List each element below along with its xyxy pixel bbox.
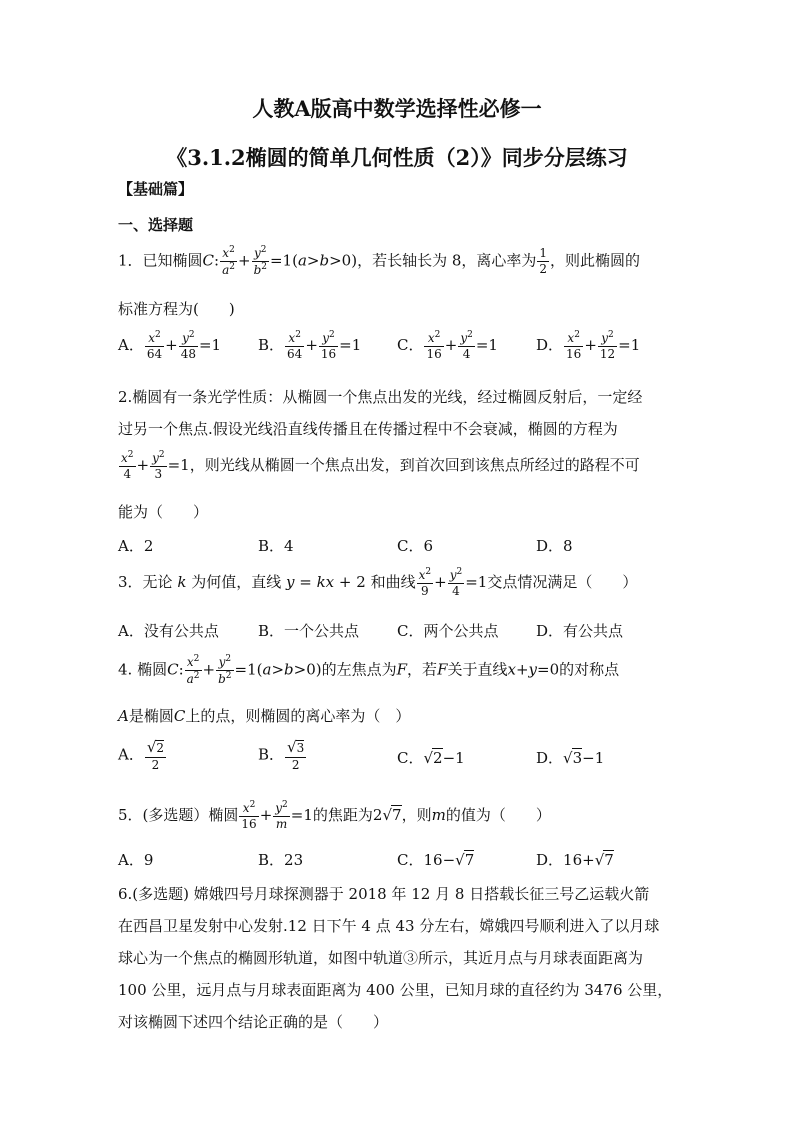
q1-frac-y: $\frac{y^2}{b^2}$ xyxy=(253,245,267,277)
q5-option-b[interactable]: B．23 xyxy=(258,851,304,869)
q4-option-a[interactable]: A． $\frac{√2}{2}$ xyxy=(118,738,165,772)
q2-frac-x: $\frac{x^2}{4}$ xyxy=(121,450,134,481)
q4-frac-y: $\frac{y^2}{b^2}$ xyxy=(218,654,232,686)
question-6-line-4: 100 公里，远月点与月球表面距离为 400 公里，已知月球的直径约为 3476 公里， xyxy=(118,981,673,999)
q4-option-c[interactable]: C．√2−1 xyxy=(397,749,465,767)
q1-option-b[interactable]: B． $\frac{x^2}{64}$ + $\frac{y^2}{16}$ =1 xyxy=(258,330,362,361)
q5-option-a[interactable]: A．9 xyxy=(118,851,154,869)
question-1-options xyxy=(118,330,678,370)
question-6-line-5: 对该椭圆下述四个结论正确的是（ ） xyxy=(118,1013,389,1031)
q3-option-b[interactable]: B．一个公共点 xyxy=(258,622,360,640)
q3-frac-y: $\frac{y^2}{4}$ xyxy=(449,567,463,598)
q4-option-b[interactable]: B． $\frac{√3}{2}$ xyxy=(258,738,305,772)
q3-frac-x: $\frac{x^2}{9}$ xyxy=(418,567,432,598)
question-5-options xyxy=(118,849,678,871)
q1-option-d[interactable]: D． $\frac{x^2}{16}$ + $\frac{y^2}{12}$ =1 xyxy=(536,330,641,361)
section-basic: 【基础篇】 xyxy=(118,180,194,198)
question-6-line-1: 6.(多选题) 嫦娥四号月球探测器于 2018 年 12 月 8 日搭载长征三号乙运载火箭 xyxy=(118,885,650,903)
question-6-line-3: 球心为一个焦点的椭圆形轨道，如图中轨道③所示，其近月点与月球表面距离为 xyxy=(118,949,644,967)
question-2-line-4: 能为（ ） xyxy=(118,503,209,521)
question-4-line-1: 4. 椭圆C: $\frac{x^2}{a^2}$ + $\frac{y^2}{b^2}$ =1(a>b>0)的左焦点为F，若F关于直线x+y=0的对称点 xyxy=(118,654,620,686)
question-2-options xyxy=(118,535,678,557)
q5-option-d[interactable]: D．16+√7 xyxy=(536,851,614,869)
q2-option-d[interactable]: D．8 xyxy=(536,537,573,555)
q2-option-b[interactable]: B．4 xyxy=(258,537,294,555)
q4-option-d[interactable]: D．√3−1 xyxy=(536,749,605,767)
q2-option-c[interactable]: C．6 xyxy=(397,537,434,555)
q5-frac-x: $\frac{x^2}{16}$ xyxy=(241,800,257,831)
question-5-line: 5．(多选题）椭圆 $\frac{x^2}{16}$ + $\frac{y^2}{m}$ =1的焦距为2√7，则m的值为（ ） xyxy=(118,800,551,831)
q1-frac-half: $\frac{1}{2}$ xyxy=(539,246,548,276)
question-4-line-2: A是椭圆C上的点，则椭圆的离心率为（ ） xyxy=(118,707,411,725)
question-2-line-3: $\frac{x^2}{4}$ + $\frac{y^2}{3}$ =1，则光线从椭圆一个焦点出发，到首次回到该焦点所经过的路程不可 xyxy=(121,450,640,481)
q2-option-a[interactable]: A．2 xyxy=(118,537,154,555)
question-3-line: 3．无论 k 为何值，直线 y = kx + 2 和曲线 $\frac{x^2}{9}$ + $\frac{y^2}{4}$ =1交点情况满足（ ） xyxy=(118,567,638,598)
q3-option-c[interactable]: C．两个公共点 xyxy=(397,622,499,640)
question-3-options xyxy=(118,620,678,642)
question-2-line-2: 过另一个焦点.假设光线沿直线传播且在传播过程中不会衰减，椭圆的方程为 xyxy=(118,420,618,438)
q3-option-a[interactable]: A．没有公共点 xyxy=(118,622,219,640)
q1-frac-x: $\frac{x^2}{a^2}$ xyxy=(222,245,235,277)
document-subtitle: 《3.1.2椭圆的简单几何性质（2）》同步分层练习 xyxy=(166,145,628,170)
question-1-line-2: 标准方程为( ) xyxy=(118,300,235,318)
q1-option-a[interactable]: A． $\frac{x^2}{64}$ + $\frac{y^2}{48}$ =1 xyxy=(118,330,222,361)
question-4-options xyxy=(118,738,678,778)
document-title: 人教A版高中数学选择性必修一 xyxy=(252,96,542,121)
question-1-line-1: 1．已知椭圆C: $\frac{x^2}{a^2}$ + $\frac{y^2}{b^2}$ =1(a>b>0)，若长轴长为 8，离心率为 $\frac{1}{2}$ ，则此椭圆的 xyxy=(118,245,641,277)
section-choice: 一、选择题 xyxy=(118,216,194,234)
q3-option-d[interactable]: D．有公共点 xyxy=(536,622,624,640)
q5-frac-y: $\frac{y^2}{m}$ xyxy=(275,800,288,831)
q5-option-c[interactable]: C．16−√7 xyxy=(397,851,475,869)
q2-frac-y: $\frac{y^2}{3}$ xyxy=(152,450,165,481)
q1-option-c[interactable]: C． $\frac{x^2}{16}$ + $\frac{y^2}{4}$ =1 xyxy=(397,330,498,361)
question-6-line-2: 在西昌卫星发射中心发射.12 日下午 4 点 43 分左右，嫦娥四号顺利进入了以月球 xyxy=(118,917,660,935)
q4-frac-x: $\frac{x^2}{a^2}$ xyxy=(186,654,200,686)
question-2-line-1: 2.椭圆有一条光学性质：从椭圆一个焦点出发的光线，经过椭圆反射后，一定经 xyxy=(118,388,643,406)
